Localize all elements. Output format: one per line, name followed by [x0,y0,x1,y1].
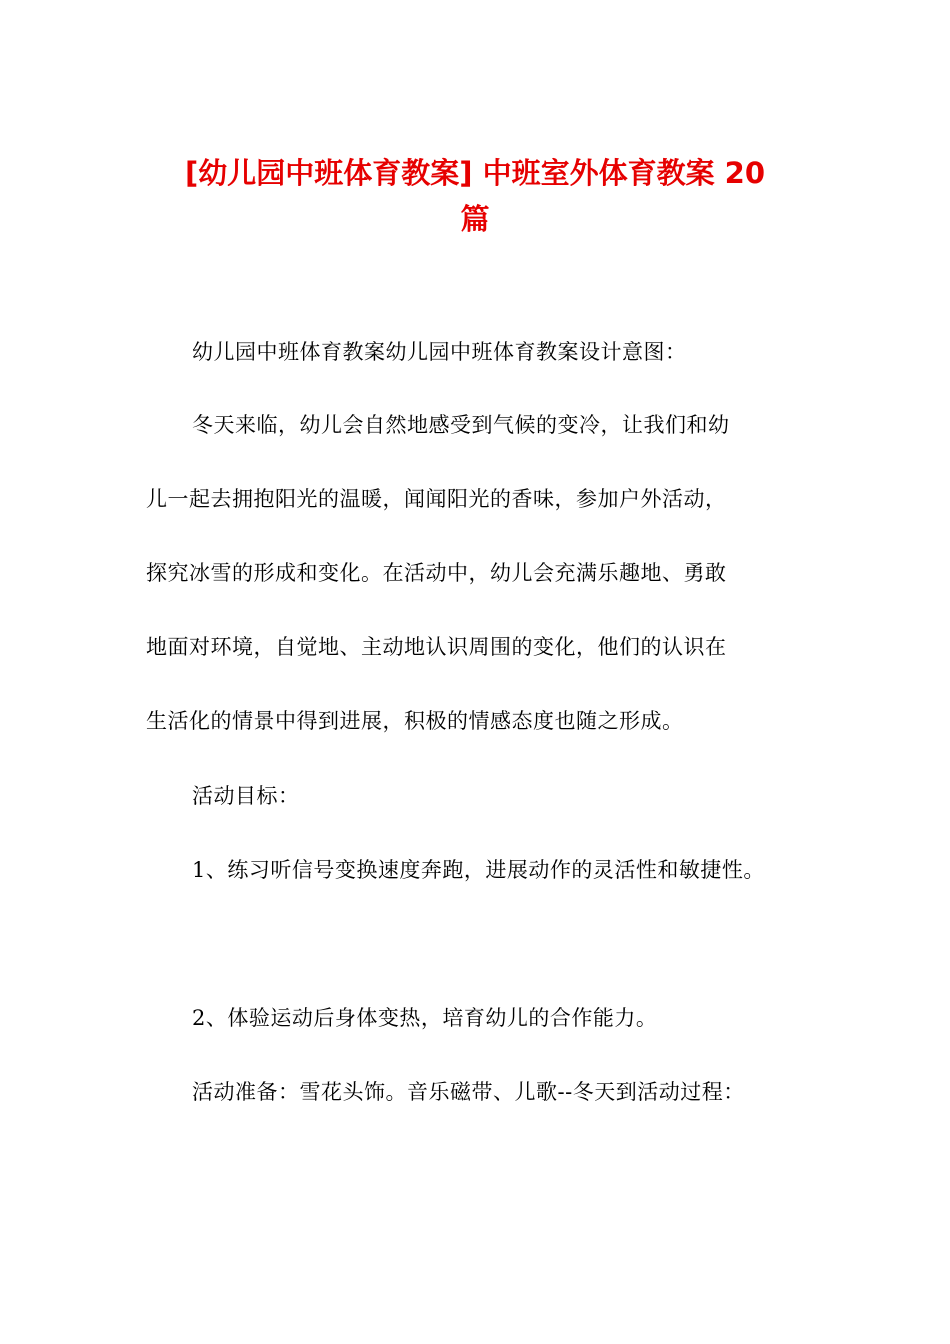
document-title [130,150,820,242]
paragraph-line: 探究冰雪的形成和变化。在活动中，幼儿会充满乐趣地、勇敢 [146,561,727,585]
paragraph-line: 幼儿园中班体育教案幼儿园中班体育教案设计意图： [192,340,687,364]
paragraph-line: 生活化的情景中得到进展，积极的情感态度也随之形成。 [146,709,684,733]
goal-item-2: 2、体验运动后身体变热，培育幼儿的合作能力。 [192,1006,658,1030]
paragraph-line: 冬天来临，幼儿会自然地感受到气候的变冷，让我们和幼 [192,413,730,437]
title-line-1: [幼儿园中班体育教案] 中班室外体育教案 20 [184,156,766,190]
paragraph-line: 地面对环境，自觉地、主动地认识周围的变化，他们的认识在 [146,635,727,659]
paragraph-line: 儿一起去拥抱阳光的温暖，闻闻阳光的香味，参加户外活动， [146,487,727,511]
section-heading-goals: 活动目标： [192,784,300,808]
title-line-2: 篇 [460,202,490,236]
goal-item-1: 1、练习听信号变换速度奔跑，进展动作的灵活性和敏捷性。 [192,858,765,882]
preparation-line: 活动准备：雪花头饰。音乐磁带、儿歌--冬天到活动过程： [192,1080,745,1104]
